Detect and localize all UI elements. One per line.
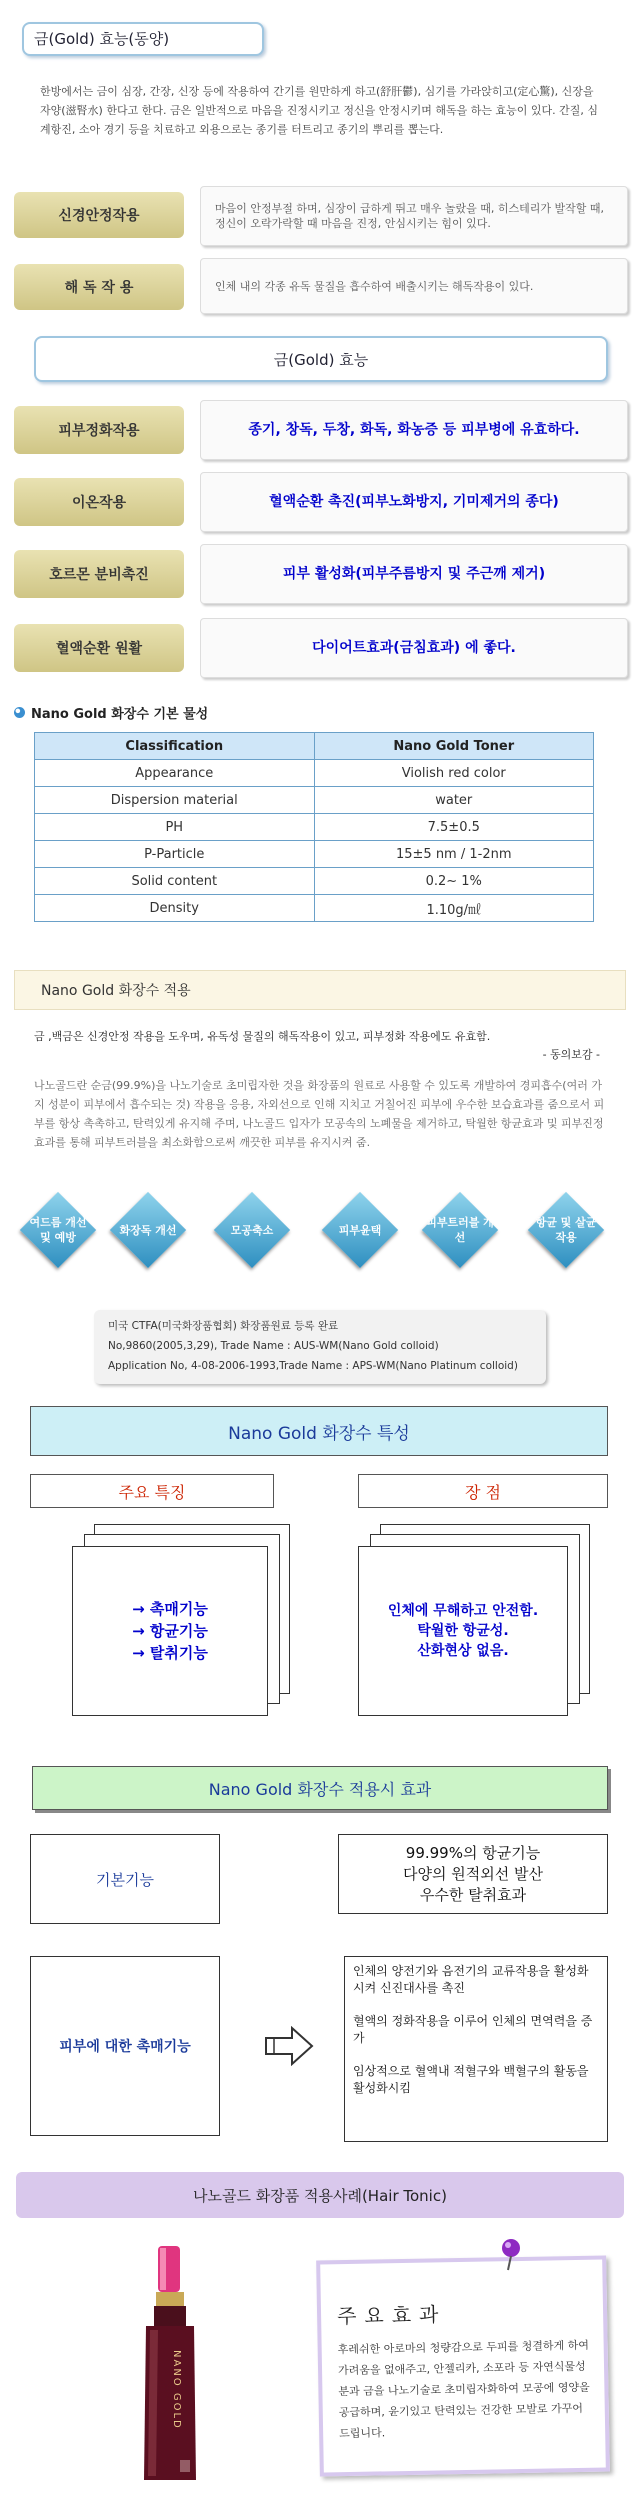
label-circulation: 혈액순환 원활 <box>14 624 184 672</box>
basic-line: 다양의 원적외선 발산 <box>403 1864 543 1883</box>
label-nerve-stabilization: 신경안정작용 <box>14 192 184 238</box>
cert-line: Application No, 4-08-2006-1993,Trade Name : APS-WM(Nano Platinum colloid) <box>108 1360 518 1372</box>
table-cell: PH <box>35 814 315 841</box>
diamond-label: 화장독 개선 <box>119 1223 177 1237</box>
diamond-label: 여드름 개선 및 예방 <box>29 1216 87 1244</box>
basic-line: 99.99%의 항균기능 <box>405 1843 541 1862</box>
label-hormone: 호르몬 분비촉진 <box>14 550 184 598</box>
desc-skin-purification: 종기, 창독, 두창, 화독, 화농증 등 피부병에 유효하다. <box>200 400 628 460</box>
label-ion-action: 이온작용 <box>14 478 184 526</box>
diamond-antibacterial <box>528 1192 604 1268</box>
hair-tonic-bottle <box>130 2240 210 2490</box>
table-cell: P-Particle <box>35 841 315 868</box>
basic-function-label: 기본기능 <box>30 1834 220 1924</box>
label-skin-purification: 피부정화작용 <box>14 406 184 454</box>
table-cell: Solid content <box>35 868 315 895</box>
table-cell: 7.5±0.5 <box>314 814 594 841</box>
diamond-trouble <box>422 1192 498 1268</box>
catalyst-para: 임상적으로 혈액내 적혈구와 백혈구의 활동을 활성화시킴 <box>353 2064 589 2095</box>
table-cell: Density <box>35 895 315 922</box>
feature-item: → 촉매기능 <box>132 1600 208 1618</box>
table-row <box>35 895 594 922</box>
table-cell: Violish red color <box>314 760 594 787</box>
table-cell: Appearance <box>35 760 315 787</box>
advantage-item: 산화현상 없음. <box>417 1643 509 1659</box>
diamond-makeup <box>110 1192 186 1268</box>
usage-effects-title: Nano Gold 화장수 적용시 효과 <box>32 1766 608 1810</box>
diamond-label: 모공축소 <box>230 1223 274 1237</box>
table-row <box>35 760 594 787</box>
note-text: 후레쉬한 아로마의 청량감으로 두피를 청결하게 하여 가려움을 없애주고, 안젤리카, 소포라 등 자연식물성분과 금을 나노기술로 초미립자화하여 모공에 영양을 공급하며, 윤기있고 탄력있는 건강한 모발로 가꾸어 드립니다. <box>337 2338 590 2441</box>
label-detox: 해 독 작 용 <box>14 264 184 310</box>
table-header-cell: Classification <box>35 733 315 760</box>
properties-heading <box>14 702 208 722</box>
hair-tonic-title: 나노골드 화장품 적용사례(Hair Tonic) <box>16 2172 624 2218</box>
catalyst-function-doc <box>344 1956 608 2142</box>
table-row <box>35 868 594 895</box>
table-row <box>35 814 594 841</box>
bullet-icon <box>14 707 25 718</box>
cert-line: 미국 CTFA(미국화장품협회) 화장품원료 등록 완료 <box>108 1320 339 1332</box>
table-header-row <box>35 733 594 760</box>
table-row <box>35 841 594 868</box>
desc-circulation: 다이어트효과(금침효과) 에 좋다. <box>200 618 628 678</box>
diamond-skin-luster <box>322 1192 398 1268</box>
desc-nerve-stabilization: 마음이 안정부절 하며, 심장이 급하게 뛰고 매우 놀랐을 때, 히스테리가 발작할 때, 정신이 오락가락할 때 마음을 진정, 안심시키는 힘이 있다. <box>200 186 628 246</box>
table-cell: 0.2~ 1% <box>314 868 594 895</box>
diamond-label: 피부윤택 <box>338 1223 382 1237</box>
note-title: 주요효과 <box>336 2302 447 2329</box>
table-cell: Dispersion material <box>35 787 315 814</box>
desc-ion-action: 혈액순환 촉진(피부노화방지, 기미제거의 종다) <box>200 472 628 532</box>
diamond-pore <box>214 1192 290 1268</box>
catalyst-para: 인체의 양전기와 음전기의 교류작용을 활성화시켜 신진대사를 촉진 <box>353 1964 589 1995</box>
properties-heading-text: Nano Gold 화장수 기본 물성 <box>31 706 209 722</box>
basic-function-doc <box>338 1834 608 1914</box>
diamond-label: 항균 및 살균 작용 <box>535 1216 597 1244</box>
features-title: Nano Gold 화장수 특성 <box>30 1406 608 1456</box>
features-right-doc <box>358 1546 568 1716</box>
table-cell: 1.10g/㎖ <box>314 895 594 922</box>
application-source: - 동의보감 - <box>542 1048 600 1061</box>
advantage-item: 인체에 무해하고 안전함. <box>387 1603 539 1619</box>
feature-item: → 탈취기능 <box>132 1644 208 1662</box>
desc-detox: 인체 내의 각종 유독 물질을 흡수하여 배출시키는 해독작용이 있다. <box>200 258 628 314</box>
table-header-cell: Nano Gold Toner <box>314 733 594 760</box>
table-row <box>35 787 594 814</box>
features-left-header: 주요 특징 <box>30 1474 274 1508</box>
properties-table <box>34 732 594 922</box>
pushpin-icon <box>496 2238 526 2272</box>
diamond-label: 피부트러블 개선 <box>426 1216 494 1244</box>
features-left-doc <box>72 1546 268 1716</box>
basic-line: 우수한 탈취효과 <box>419 1885 527 1904</box>
certification-box <box>94 1310 546 1384</box>
oriental-paragraph: 한방에서는 금이 심장, 간장, 신장 등에 작용하여 간기를 원만하게 하고(舒肝鬱), 심기를 가라앉히고(定心驚), 신장을 자양(滋腎水) 한다고 한다. 금은 일반적으로 마음을 진정시키고 정신을 안정시키며 해독을 하는 효능이 있다. 간질, 심계항진, 소아 경기 등을 치료하고 외용으로는 종기를 터트리고 종기의 뿌리를 뽑는다. <box>40 85 598 136</box>
application-line1: 금 ,백금은 신경안정 작용을 도우며, 유독성 물질의 해독작용이 있고, 피부정화 작용에도 유효함. <box>34 1030 491 1043</box>
feature-item: → 항균기능 <box>132 1622 208 1640</box>
features-right-header: 장 점 <box>358 1474 608 1508</box>
effects-note-card <box>316 2255 610 2476</box>
advantage-item: 탁월한 항균성. <box>417 1623 509 1639</box>
table-cell: 15±5 nm / 1-2nm <box>314 841 594 868</box>
oriental-title: 금(Gold) 효능(동양) <box>22 22 264 56</box>
desc-hormone: 피부 활성화(피부주름방지 및 주근깨 제거) <box>200 544 628 604</box>
cert-line: No,9860(2005,3,29), Trade Name : AUS-WM(Nano Gold colloid) <box>108 1340 439 1352</box>
right-arrow-icon <box>264 2026 314 2066</box>
diamond-acne <box>20 1192 96 1268</box>
catalyst-function-label: 피부에 대한 촉매기능 <box>30 1956 220 2136</box>
application-paragraph: 나노골드란 순금(99.9%)을 나노기술로 초미립자한 것을 화장품의 원료로 사용할 수 있도록 개발하여 경피흡수(여러 가지 성분이 피부에서 흡수되는 것) 작용을 응용, 자외선으로 인해 지치고 거칠어진 피부에 우수한 보습효과를 줌으로서 피부를 항상 촉촉하고, 탄력있게 유지해 주며, 나노골드 입자가 모공속의 노폐물을 제거하고, 탁월한 항균효과 및 피부진정 효과를 통해 피부트러블을 최소화함으로써 깨끗한 피부를 유지시켜 줌. <box>34 1079 605 1149</box>
catalyst-para: 혈액의 정화작용을 이루어 인체의 면역력을 증가 <box>353 2014 593 2045</box>
table-cell: water <box>314 787 594 814</box>
bottle-label: NANO GOLD <box>171 2350 182 2430</box>
application-title: Nano Gold 화장수 적용 <box>14 970 626 1010</box>
gold-effects-title: 금(Gold) 효능 <box>34 336 608 382</box>
